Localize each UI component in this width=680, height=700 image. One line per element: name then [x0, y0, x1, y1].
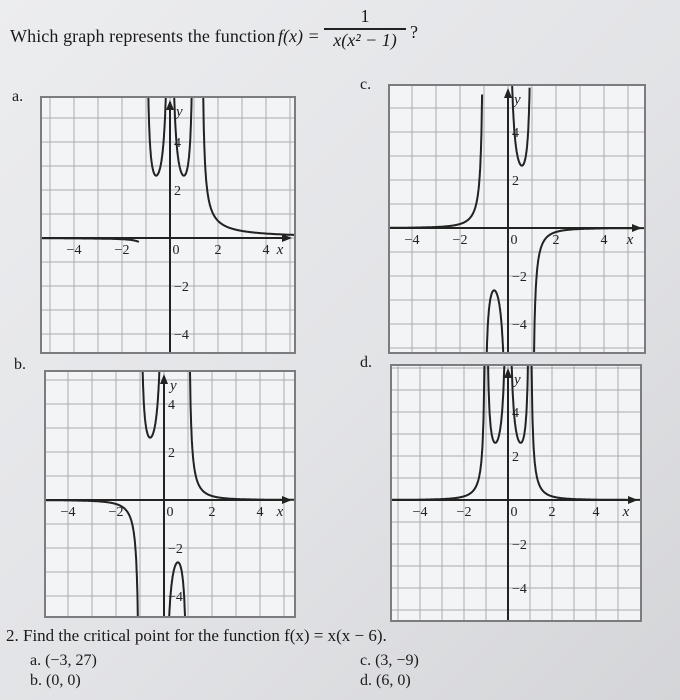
x-tick-label: −4 — [404, 233, 420, 248]
x-tick-label: 2 — [214, 243, 222, 258]
y-axis-label: y — [514, 92, 521, 108]
y-axis-label: y — [176, 104, 183, 120]
y-tick-label: 2 — [168, 446, 175, 461]
x-tick-label: 4 — [600, 233, 608, 248]
graph-option-c[interactable] — [388, 84, 646, 354]
x-tick-label: −2 — [456, 505, 472, 520]
x-tick-label: −2 — [452, 233, 468, 248]
y-axis-arrow — [504, 88, 512, 98]
option-b-label: b. — [14, 356, 26, 373]
y-tick-label: 2 — [174, 184, 181, 199]
x-axis-label: x — [622, 504, 630, 520]
graph-c-svg — [390, 86, 644, 352]
y-axis-arrow — [160, 374, 168, 384]
function-curve — [532, 366, 641, 500]
function-fraction — [322, 6, 408, 51]
y-tick-label: −2 — [174, 280, 189, 295]
y-axis-arrow — [504, 368, 512, 378]
x-tick-label: 0 — [510, 233, 518, 248]
y-tick-label: 4 — [168, 398, 175, 413]
function-curve — [42, 238, 139, 242]
y-tick-label: −4 — [168, 590, 183, 605]
graph-a-svg — [42, 98, 294, 352]
function-name: f(x) = — [278, 26, 320, 46]
answer-d[interactable]: d. (6, 0) — [360, 672, 411, 689]
function-curve — [392, 366, 485, 500]
x-tick-label: 2 — [548, 505, 556, 520]
function-curve — [148, 98, 166, 176]
x-axis-label: x — [276, 504, 284, 520]
y-tick-label: 2 — [512, 450, 519, 465]
function-curve — [488, 366, 505, 443]
graph-option-d[interactable] — [390, 364, 642, 622]
option-c-label: c. — [360, 76, 372, 93]
y-tick-label: −2 — [168, 542, 183, 557]
x-axis-label: x — [276, 242, 284, 258]
x-tick-label: −4 — [60, 505, 76, 520]
graph-option-b[interactable] — [44, 370, 296, 618]
option-d-label: d. — [360, 354, 372, 371]
x-tick-label: 4 — [592, 505, 600, 520]
x-tick-label: 0 — [166, 505, 174, 520]
option-a-label: a. — [12, 88, 24, 105]
x-tick-label: 0 — [172, 243, 180, 258]
y-tick-label: −4 — [512, 318, 527, 333]
question-2-text: 2. Find the critical point for the function f(x) = x(x − 6). — [6, 626, 387, 645]
x-tick-label: 2 — [208, 505, 216, 520]
y-tick-label: 4 — [174, 136, 181, 151]
function-curve — [203, 98, 294, 235]
grid — [42, 98, 294, 352]
x-tick-label: 0 — [510, 505, 518, 520]
graph-b-svg — [46, 372, 294, 616]
answer-a[interactable]: a. (−3, 27) — [30, 652, 97, 669]
x-tick-label: −2 — [114, 243, 130, 258]
fraction-denominator: x(x² − 1) — [333, 29, 397, 50]
y-tick-label: −2 — [512, 538, 527, 553]
fraction-numerator: 1 — [360, 6, 370, 26]
x-tick-label: 4 — [262, 243, 270, 258]
y-axis-label: y — [514, 372, 521, 388]
x-tick-label: 4 — [256, 505, 264, 520]
x-tick-label: −2 — [108, 505, 124, 520]
question-mark: ? — [410, 22, 418, 42]
y-tick-label: 2 — [512, 174, 519, 189]
y-tick-label: −2 — [512, 270, 527, 285]
graph-option-a[interactable] — [40, 96, 296, 354]
x-tick-label: −4 — [412, 505, 428, 520]
x-axis-label: x — [626, 232, 634, 248]
answer-b[interactable]: b. (0, 0) — [30, 672, 81, 689]
function-curve — [190, 372, 294, 500]
y-tick-label: −4 — [512, 582, 527, 597]
y-tick-label: −4 — [174, 328, 189, 343]
x-tick-label: 2 — [552, 233, 560, 248]
question-1-text: Which graph represents the function — [10, 26, 276, 46]
y-axis-label: y — [170, 378, 177, 394]
x-tick-label: −4 — [66, 243, 82, 258]
answer-c[interactable]: c. (3, −9) — [360, 652, 419, 669]
y-tick-label: 4 — [512, 406, 519, 421]
y-axis-arrow — [166, 100, 174, 110]
graph-d-svg — [392, 366, 640, 620]
y-tick-label: 4 — [512, 126, 519, 141]
